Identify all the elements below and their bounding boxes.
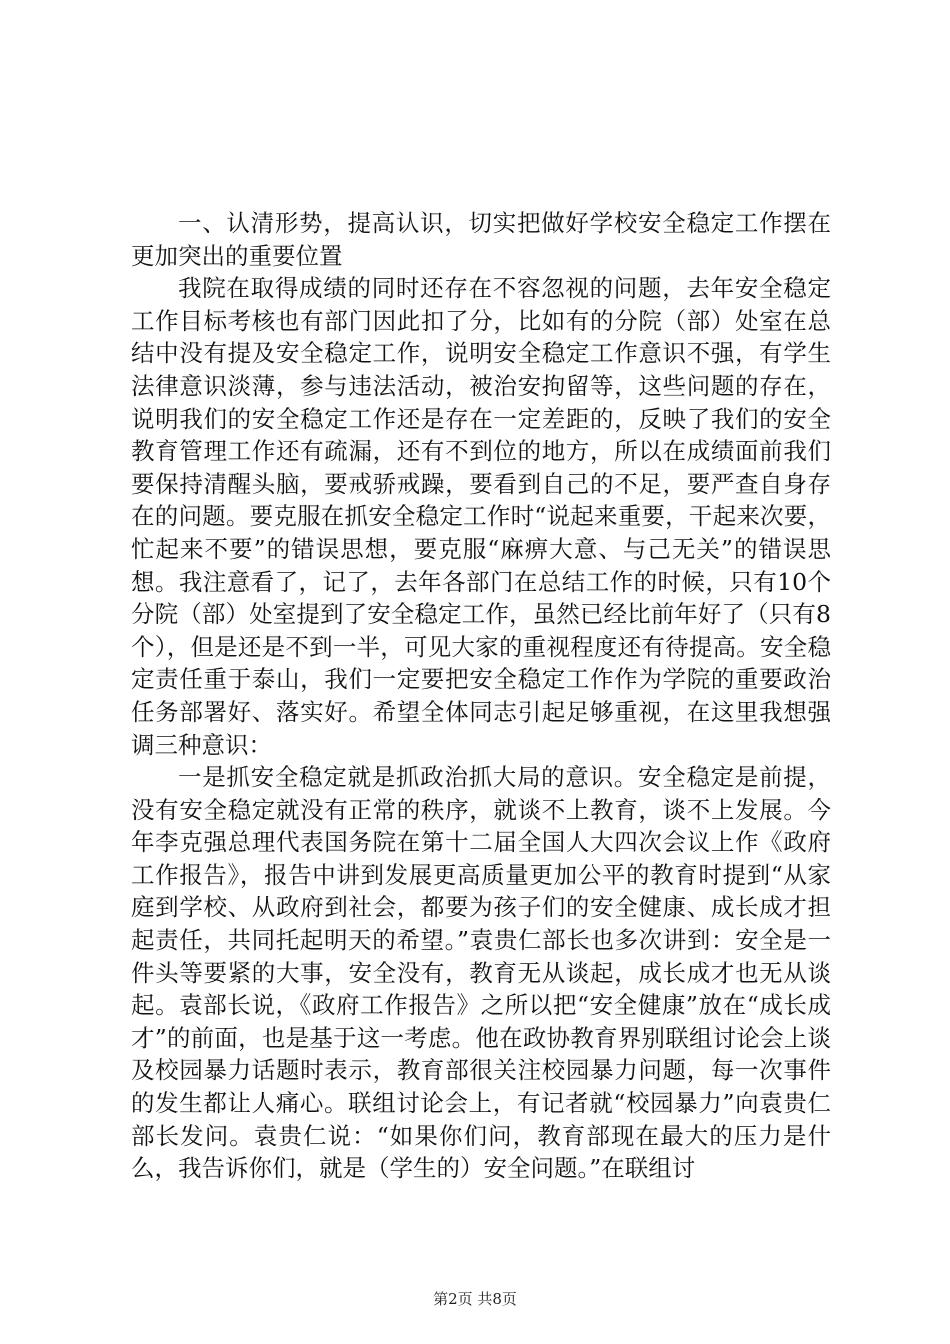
- page-footer: 第2页 共8页: [433, 1290, 517, 1308]
- body-paragraph: 一是抓安全稳定就是抓政治抓大局的意识。安全稳定是前提，没有安全稳定就没有正常的秩序，就谈不上教育，谈不上发展。今年李克强总理代表国务院在第十二届全国人大四次会议上作《政府工作报告》，报告中讲到发展更高质量更加公平的教育时提到“从家庭到学校、从政府到社会，都要为孩子们的安全健康、成长成才担起责任，共同托起明天的希望。”袁贵仁部长也多次讲到：安全是一件头等要紧的大事，安全没有，教育无从谈起，成长成才也无从谈起。袁部长说，《政府工作报告》之所以把“安全健康”放在“成长成才”的前面，也是基于这一考虑。他在政协教育界别联组讨论会上谈及校园暴力话题时表示，教育部很关注校园暴力问题，每一次事件的发生都让人痛心。联组讨论会上，有记者就“校园暴力”向袁贵仁部长发问。袁贵仁说：“如果你们问，教育部现在最大的压力是什么，我告诉你们，就是（学生的）安全问题。”在联组讨: [131, 763, 831, 1183]
- body-paragraph: 我院在取得成绩的同时还存在不容忽视的问题，去年安全稳定工作目标考核也有部门因此扣了分，比如有的分院（部）处室在总结中没有提及安全稳定工作，说明安全稳定工作意识不强，有学生法律意识淡薄，参与违法活动，被治安拘留等，这些问题的存在，说明我们的安全稳定工作还是存在一定差距的，反映了我们的安全教育管理工作还有疏漏，还有不到位的地方，所以在成绩面前我们要保持清醒头脑，要戒骄戒躁，要看到自己的不足，要严查自身存在的问题。要克服在抓安全稳定工作时“说起来重要，干起来次要，忙起来不要”的错误思想，要克服“麻痹大意、与己无关”的错误思想。我注意看了，记了，去年各部门在总结工作的时候，只有10个分院（部）处室提到了安全稳定工作，虽然已经比前年好了（只有8个），但是还是不到一半，可见大家的重视程度还有待提高。安全稳定责任重于泰山，我们一定要把安全稳定工作作为学院的重要政治任务部署好、落实好。希望全体同志引起足够重视，在这里我想强调三种意识：: [131, 274, 831, 759]
- document-body: [131, 207, 831, 1185]
- heading-paragraph: 一、认清形势，提高认识，切实把做好学校安全稳定工作摆在更加突出的重要位置: [131, 209, 831, 270]
